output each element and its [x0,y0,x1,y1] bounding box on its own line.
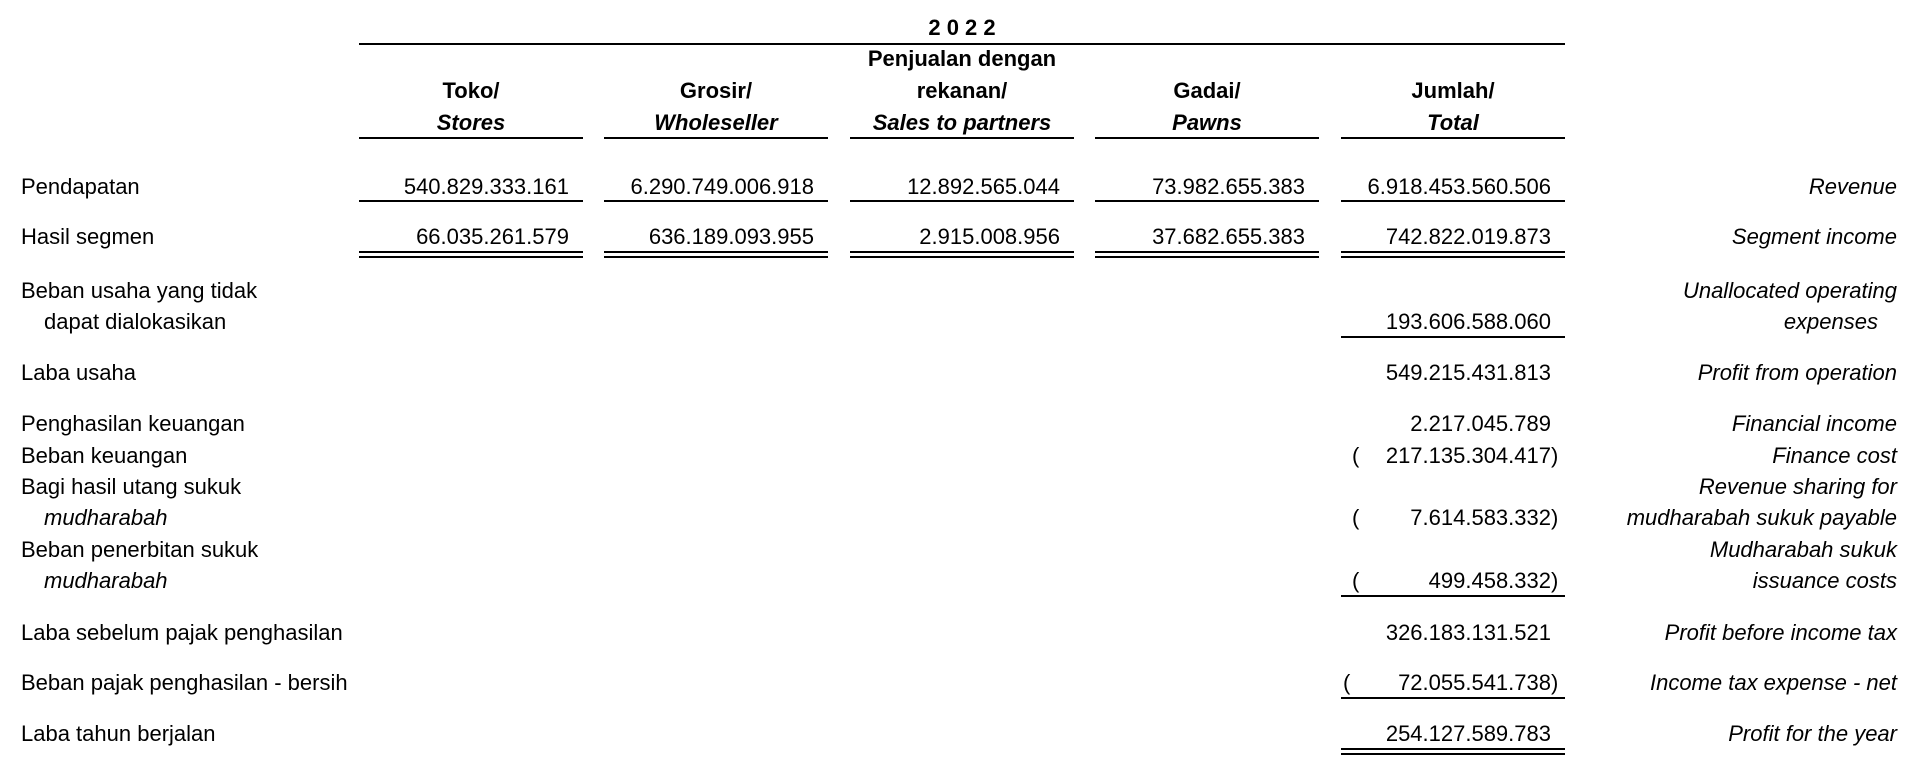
row-label-finance-cost: Beban keuangan [21,443,188,468]
revenue-sharing-total-value: 7.614.583.332 [1410,505,1551,530]
row-label-profit-year: Laba tahun berjalan [21,721,216,746]
row-label-income-tax-en: Income tax expense - net [1649,670,1897,695]
column-header-partners: rekanan/ [916,78,1008,103]
segment-income-double-underline [1341,251,1565,258]
row-label-revenue-en: Revenue [1808,174,1897,199]
year-header-rule [359,43,1565,45]
issuance-costs-total-value: 499.458.332 [1428,568,1551,593]
income-tax-total-value: 72.055.541.738 [1398,670,1551,695]
column-header-partners-line0: Penjualan dengan [867,46,1057,71]
finance-cost-total-value: 217.135.304.417 [1385,443,1551,468]
segment-income-double-underline [604,251,828,258]
segment-income-double-underline [359,251,583,258]
column-header-rule [604,137,828,139]
row-label-revenue: Pendapatan [21,174,140,199]
column-header-total: Jumlah/ [1411,78,1495,103]
year-header: 2 0 2 2 [928,15,996,40]
revenue-total-value: 6.918.453.560.506 [1367,174,1551,199]
segment-income-double-underline [850,251,1074,258]
row-label-unallocated-line2: dapat dialokasikan [44,309,227,334]
row-label-unallocated-line1: Beban usaha yang tidak [21,278,258,303]
column-header-wholeseller-en: Wholeseller [654,110,778,135]
row-label-profit-before-tax: Laba sebelum pajak penghasilan [21,620,343,645]
segment-income-wholeseller-value: 636.189.093.955 [648,224,814,249]
row-label-unallocated-en-line2: expenses [1783,309,1878,334]
issuance-costs-open-paren: ( [1352,568,1360,593]
column-header-total-en: Total [1427,110,1479,135]
row-label-issuance-costs-line1: Beban penerbitan sukuk [21,537,259,562]
finance-cost-open-paren: ( [1352,443,1360,468]
revenue-stores-value: 540.829.333.161 [403,174,569,199]
row-label-profit-operation: Laba usaha [21,360,136,385]
income-tax-underline [1341,697,1565,699]
column-header-pawns: Gadai/ [1173,78,1241,103]
row-label-profit-year-en: Profit for the year [1728,721,1897,746]
segment-income-pawns-value: 37.682.655.383 [1152,224,1305,249]
row-label-revenue-sharing-line2: mudharabah [44,505,168,530]
row-label-profit-operation-en: Profit from operation [1697,360,1897,385]
row-label-issuance-costs-line2: mudharabah [44,568,168,593]
income-tax-close-paren: ) [1551,670,1559,695]
revenue-sharing-close-paren: ) [1551,505,1559,530]
row-label-issuance-costs-en-line2: issuance costs [1752,568,1897,593]
column-header-stores: Toko/ [442,78,500,103]
income-tax-open-paren: ( [1343,670,1351,695]
segment-income-double-underline [1095,251,1319,258]
row-label-revenue-sharing-en-line1: Revenue sharing for [1698,474,1897,499]
column-header-rule [850,137,1074,139]
row-label-segment-income-en: Segment income [1731,224,1897,249]
issuance-costs-close-paren: ) [1551,568,1559,593]
column-header-rule [359,137,583,139]
revenue-underline [604,200,828,202]
issuance-costs-underline [1341,595,1565,597]
revenue-underline [850,200,1074,202]
unallocated-total-value: 193.606.588.060 [1385,309,1551,334]
profit-operation-total-value: 549.215.431.813 [1385,360,1551,385]
row-label-financial-income-en: Financial income [1731,411,1897,436]
revenue-underline [359,200,583,202]
row-label-financial-income: Penghasilan keuangan [21,411,245,436]
revenue-underline [1095,200,1319,202]
revenue-underline [1341,200,1565,202]
segment-income-partners-value: 2.915.008.956 [919,224,1060,249]
revenue-wholeseller-value: 6.290.749.006.918 [630,174,814,199]
column-header-partners-en: Sales to partners [872,110,1052,135]
revenue-pawns-value: 73.982.655.383 [1152,174,1305,199]
column-header-stores-en: Stores [436,110,506,135]
row-label-segment-income: Hasil segmen [21,224,155,249]
revenue-sharing-open-paren: ( [1352,505,1360,530]
unallocated-underline [1341,336,1565,338]
segment-income-stores-value: 66.035.261.579 [416,224,569,249]
column-header-rule [1095,137,1319,139]
finance-cost-close-paren: ) [1551,443,1559,468]
profit-before-tax-total-value: 326.183.131.521 [1385,620,1551,645]
row-label-income-tax: Beban pajak penghasilan - bersih [21,670,348,695]
row-label-profit-before-tax-en: Profit before income tax [1664,620,1897,645]
profit-year-total-value: 254.127.589.783 [1385,721,1551,746]
row-label-issuance-costs-en-line1: Mudharabah sukuk [1709,537,1897,562]
column-header-pawns-en: Pawns [1172,110,1242,135]
row-label-finance-cost-en: Finance cost [1772,443,1897,468]
segment-income-total-value: 742.822.019.873 [1385,224,1551,249]
financial-income-total-value: 2.217.045.789 [1410,411,1551,436]
column-header-rule [1341,137,1565,139]
profit-year-double-underline [1341,748,1565,755]
column-header-wholeseller: Grosir/ [679,78,753,103]
row-label-revenue-sharing-line1: Bagi hasil utang sukuk [21,474,242,499]
row-label-revenue-sharing-en-line2: mudharabah sukuk payable [1626,505,1897,530]
revenue-partners-value: 12.892.565.044 [907,174,1060,199]
row-label-unallocated-en-line1: Unallocated operating [1682,278,1897,303]
